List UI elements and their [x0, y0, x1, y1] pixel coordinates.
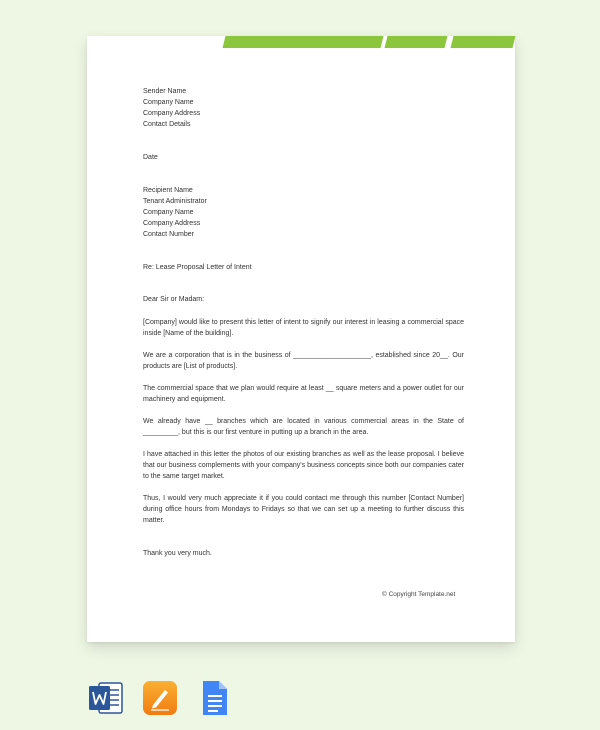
copyright-notice: © Copyright Template.net — [382, 591, 456, 598]
recipient-title: Tenant Administrator — [143, 198, 207, 205]
body-paragraph: We are a corporation that is in the business of ____________________, established since 20__. Our products are [List of products]. — [143, 352, 464, 370]
letter-page — [87, 36, 515, 642]
letter-date: Date — [143, 154, 158, 161]
subject-line: Re: Lease Proposal Letter of Intent — [143, 264, 252, 271]
accent-stripe — [385, 36, 448, 48]
body-paragraph: I have attached in this letter the photos of our existing branches as well as the lease proposal. I believe that our business complements with your company's business concepts since both our companies cater to the same target market. — [143, 451, 464, 480]
pages-icon[interactable] — [142, 680, 178, 716]
sender-name: Sender Name — [143, 88, 187, 95]
recipient-company: Company Name — [143, 209, 194, 216]
google-docs-icon[interactable] — [196, 680, 232, 716]
body-paragraph: The commercial space that we plan would require at least __ square meters and a power outlet for our machinery and equipment. — [143, 385, 464, 403]
body-paragraph: We already have __ branches which are located in various commercial areas in the State of _________, but this is our first venture in putting up a branch in the area. — [143, 418, 464, 436]
recipient-name: Recipient Name — [143, 187, 193, 194]
accent-stripe — [451, 36, 516, 48]
body-paragraph: [Company] would like to present this letter of intent to signify our interest in leasing a commercial space inside [Name of the building]. — [143, 319, 464, 337]
sender-contact: Contact Details — [143, 121, 191, 128]
word-icon[interactable] — [88, 680, 124, 716]
sender-company: Company Name — [143, 99, 194, 106]
accent-stripe — [223, 36, 384, 48]
sender-address: Company Address — [143, 110, 201, 117]
recipient-address: Company Address — [143, 220, 201, 227]
salutation: Dear Sir or Madam: — [143, 296, 205, 303]
body-paragraph: Thus, I would very much appreciate it if you could contact me through this number [Contact Number] during office hours from Mondays to Fridays so that we can set up a meeting to further discuss this matter. — [143, 495, 464, 524]
closing: Thank you very much. — [143, 550, 212, 557]
recipient-contact: Contact Number — [143, 231, 194, 238]
